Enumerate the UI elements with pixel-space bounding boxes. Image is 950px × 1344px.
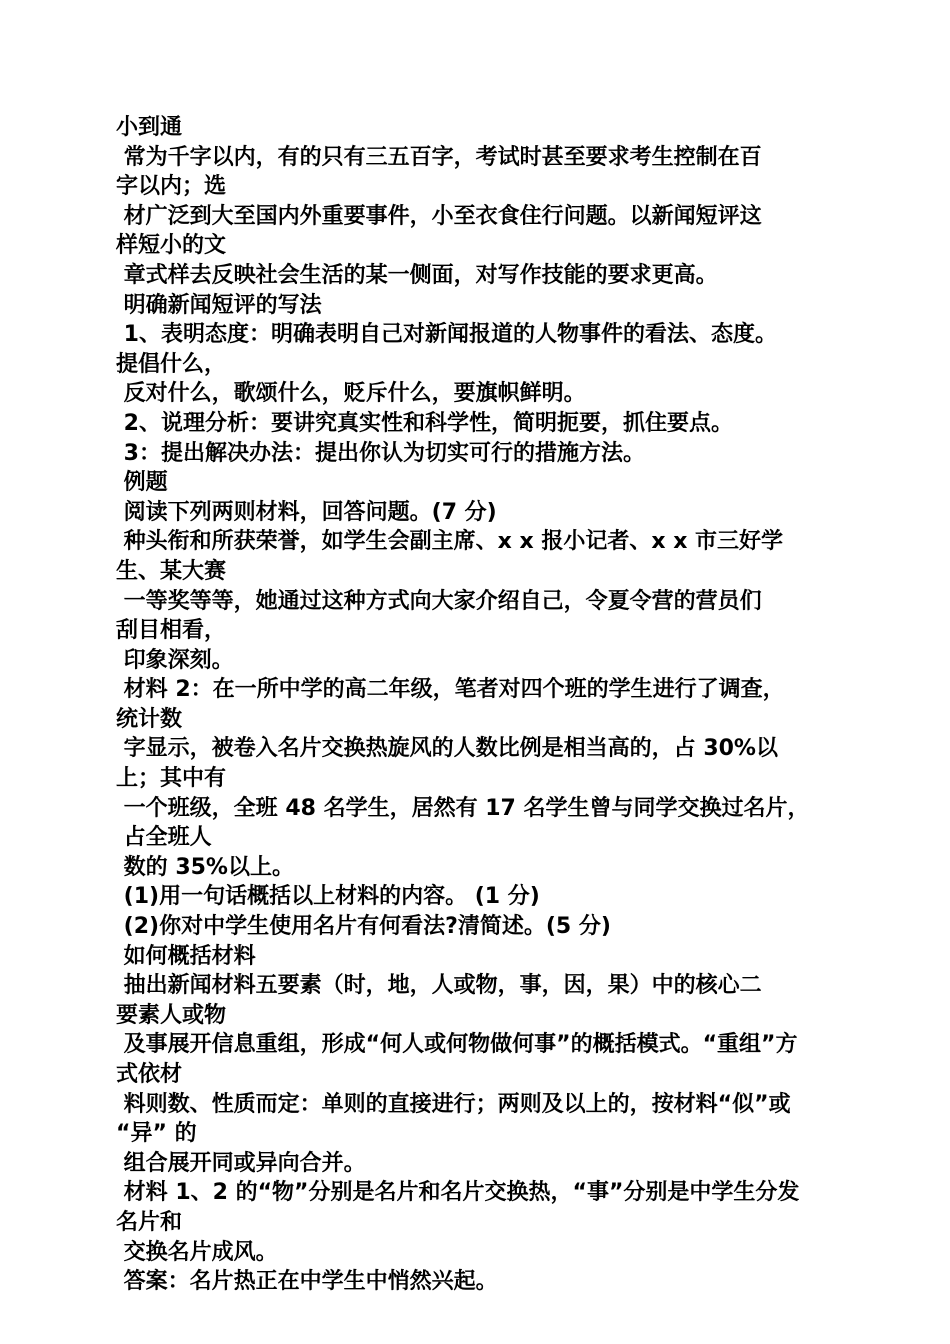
text-line: 提倡什么， — [116, 351, 227, 377]
text-line: 及事展开信息重组，形成“何人或何物做何事”的概括模式。“重组”方 — [116, 1032, 798, 1058]
text-line: 名片和 — [116, 1209, 183, 1235]
text-line: 种头衔和所获荣誉，如学生会副主席、x x 报小记者、x x 市三好学 — [116, 529, 784, 555]
text-line: 刮目相看， — [116, 618, 227, 644]
text-line: 数的 35%以上。 — [116, 854, 294, 880]
text-line: 占全班人 — [116, 825, 212, 851]
text-line: 反对什么，歌颂什么，贬斥什么，要旗帜鲜明。 — [116, 381, 586, 407]
text-line: 字以内；选 — [116, 174, 227, 200]
text-line: 材料 1、2 的“物”分别是名片和名片交换热，“事”分别是中学生分发 — [116, 1180, 800, 1206]
text-line: 式依材 — [116, 1062, 183, 1087]
text-line: 料则数、性质而定：单则的直接进行；两则及以上的，按材料“似”或 — [116, 1091, 791, 1117]
text-line: 一个班级，全班 48 名学生，居然有 17 名学生曾与同学交换过名片， — [116, 795, 810, 821]
text-line: 字显示，被卷入名片交换热旋风的人数比例是相当高的，占 30%以 — [116, 736, 778, 762]
text-line: 样短小的文 — [116, 233, 227, 259]
text-line: 小到通 — [116, 115, 183, 140]
question-line: (2)你对中学生使用名片有何看法?清简述。(5 分) — [116, 914, 611, 940]
document-body — [116, 113, 836, 1297]
text-line: 材广泛到大至国内外重要事件，小至衣食住行问题。以新闻短评这 — [116, 203, 762, 229]
text-line: 材料 2：在一所中学的高二年级，笔者对四个班的学生进行了调查， — [116, 677, 785, 703]
text-line: 章式样去反映社会生活的某一侧面，对写作技能的要求更高。 — [116, 262, 718, 288]
text-line: “异” 的 — [116, 1121, 197, 1147]
text-line: 常为千字以内，有的只有三五百字，考试时甚至要求考生控制在百 — [116, 144, 762, 170]
section-heading: 例题 — [116, 470, 168, 496]
text-line: 要素人或物 — [116, 1002, 227, 1028]
text-line: 抽出新闻材料五要素（时，地，人或物，事，因，果）中的核心二 — [116, 973, 762, 999]
text-line: 1、表明态度：明确表明自己对新闻报道的人物事件的看法、态度。 — [116, 322, 777, 348]
text-line: 上；其中有 — [116, 766, 227, 792]
text-line: 2、说理分析：要讲究真实性和科学性，简明扼要，抓住要点。 — [116, 410, 733, 436]
text-line: 生、某大赛 — [116, 558, 227, 584]
text-line: 3：提出解决办法：提出你认为切实可行的措施方法。 — [116, 440, 645, 466]
text-line: 交换名片成风。 — [116, 1239, 278, 1265]
text-line: 一等奖等等，她通过这种方式向大家介绍自己，令夏令营的营员们 — [116, 588, 762, 614]
answer-line: 答案：名片热正在中学生中悄然兴起。 — [116, 1269, 498, 1295]
text-line: 印象深刻。 — [116, 647, 234, 673]
text-line: 组合展开同或异向合并。 — [116, 1150, 366, 1176]
section-heading: 如何概括材料 — [116, 943, 256, 969]
text-line: 阅读下列两则材料，回答问题。(7 分) — [116, 499, 497, 525]
section-heading: 明确新闻短评的写法 — [116, 292, 322, 318]
text-line: 统计数 — [116, 706, 183, 732]
question-line: (1)用一句话概括以上材料的内容。 (1 分) — [116, 884, 540, 910]
